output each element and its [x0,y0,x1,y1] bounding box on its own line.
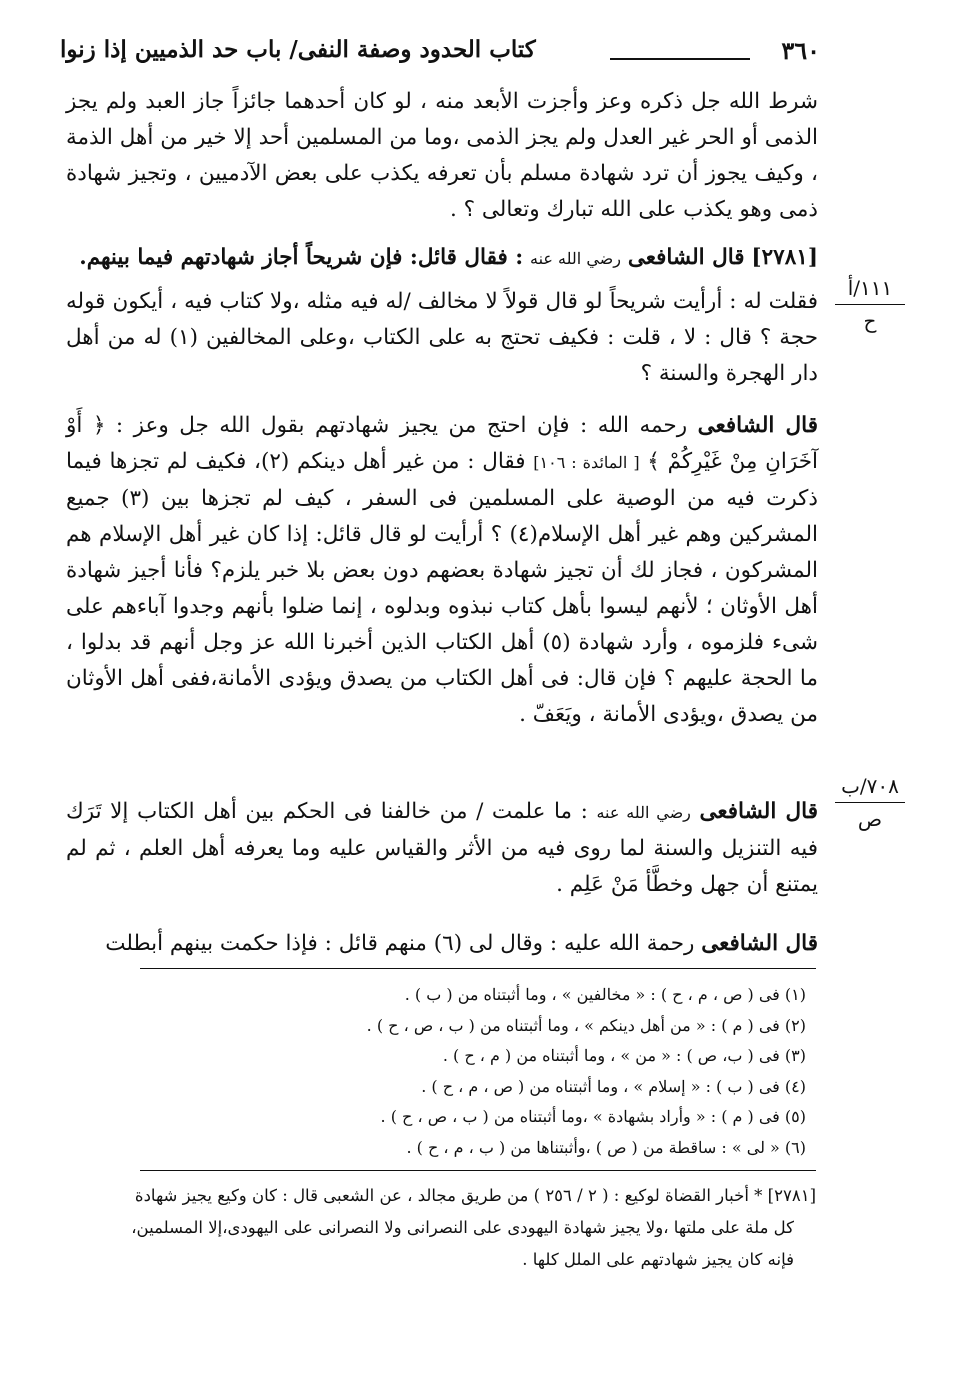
hadith-number: [٢٧٨١] [751,245,818,270]
paragraph-text: رحمه الله : فإن احتج من يجيز شهادتهم بقول الله جل وعز : ﴿ أَوْ آخَرَانِ مِنْ غَيْرِكُمْ ﴾ [66,413,818,474]
source-line: كل ملة على ملتها ،ولا يجيز شهادة اليهودى على النصرانى ولا النصرانى على اليهودى،إلا المسلمين، [131,1218,794,1237]
paragraph [66,240,818,280]
footnote: (٦) « لى » : ساقطة من ( ص ) ،وأثبتناها من ( ب ، م ، ح ) . [406,1137,806,1157]
speaker: قال الشافعى [627,245,745,270]
speaker: قال الشافعى [699,799,818,824]
margin-note [834,774,906,831]
source-note [60,1180,816,1276]
source-line: فإنه كان يجيز شهادتهم على الملل كلها . [522,1250,794,1269]
honorific: رضي الله عنه [596,803,691,822]
source-rule [140,1170,816,1171]
paragraph [66,408,818,774]
source-line: [٢٧٨١] * أخبار القضاة لوكيع : ( ٢ / ٢٥٦ ) من طريق مجالد ، عن الشعبى قال : كان وكيع يجيز شهادة [134,1186,816,1205]
quran-reference: [ المائدة : ١٠٦] [533,453,640,472]
speaker: قال الشافعى [697,413,818,438]
paragraph-text: : ما علمت / من خالفنا فى الحكم بين أهل الكتاب إلا تَرَك فيه التنزيل والسنة لما روى فيه من الأثر والقياس عليه وما يعرفه أهل العلم ، ثم لم يمتنع أن جهل وخطَّأ مَنْ عَلِم . [66,799,818,897]
margin-folio-ref: ٧٠٨/ب [841,774,899,798]
paragraph: فقلت له : أرأيت شريحاً لو قال قولاً لا مخالف /له فيه مثله ،ولا كتاب فيه ، أيكون قوله حجة ؟ قال : لا ، قلت : فكيف تحتج به على الكتاب ،وعلى المخالفين (١) له من أهل دار الهجرة والسنة ؟ [66,289,818,386]
honorific: رضي الله عنه [530,249,621,268]
page-number: ٣٦٠ [781,36,820,65]
footnote: (٣) فى ( ب، ص ) : « من » ، وما أثبتناه من ( م ، ح ) . [442,1046,806,1065]
margin-manuscript: ص [857,807,883,831]
margin-rule [835,802,905,803]
header-rule [610,58,750,60]
footnote: (٥) فى ( م ) : « وأراد بشهادة » ،وما أثبتناه من ( ب ، ص ، ح ) . [380,1107,806,1126]
footnote: (١) فى ( ص ، م ، ح ) : « مخالفين » ، وما أثبتناه من ( ب ) . [404,985,806,1004]
footnote-rule [140,968,816,969]
paragraph-text: فقال : من غير أهل دينكم (٢)، فكيف لم تجزها فيما ذكرت فيه من الوصية على المسلمين فى السفر ، كيف لم تجزها بين (٣) جميع المشركين وهم غير أهل الإسلام(٤) ؟ أرأيت لو قال قائل: إذا كان غير أهل الإسلام هم المشركون ، فجاز لك أن تجيز شهادة بعضهم دون بعض بلا خبر يلزم؟ فأنا أجيز شهادة أهل الأوثان ؛ لأنهم ليسوا بأهل كتاب نبذوه وبدلوه ، إنما ضلوا بأنهم وجدوا آباءهم على شىء فلزموه ، وأرد شهادة (٥) أهل الكتاب الذين أخبرنا الله عز وجل أنهم قد بدلوا ، ما الحجة عليهم ؟ فإن قال: فى أهل الكتاب من يصدق ويؤدى الأمانة،ففى أهل الأوثان من يصدق ،ويؤدى الأمانة ، ويَعَفّ . [66,449,818,727]
paragraph-text: : فقال قائل: فإن شريحاً أجاز شهادتهم فيما بينهم. [79,245,524,270]
running-title: كتاب الحدود وصفة النفى/ باب حد الذميين إذا زنوا [60,36,536,63]
footnotes [140,980,816,1163]
main-text [66,84,818,966]
margin-manuscript: ح [863,309,877,333]
paragraph: شرط الله جل ذكره وعز وأجزت الأبعد منه ، لو كان أحدهما جائزاً جاز العبد ولم يجز الذمى أو الحر غير العدل ولم يجز الذمى ،وما من المسلمين أحد إلا خير من أهل الذمة ، وكيف يجوز أن ترد شهادة مسلم بأن تعرفه يكذب على بعض الآدميين ، وتجيز شهادة ذمى وهو يكذب على الله تبارك وتعالى ؟ . [66,89,818,222]
margin-folio-ref: ١١١/أ [847,276,893,300]
paragraph [66,926,818,966]
paragraph [66,794,818,906]
footnote: (٢) فى ( م ) : « من أهل دينكم » ، وما أثبتناه من ( ب ، ص ، ح ) . [366,1015,806,1035]
speaker: قال الشافعى [701,931,818,956]
page-header [60,30,820,80]
margin-rule [835,304,905,305]
margin-note [834,276,906,333]
paragraph-text: رحمة الله عليه : وقال لى (٦) منهم قائل : فإذا حكمت بينهم أبطلت [105,931,695,956]
footnote: (٤) فى ( ب ) : « إسلام » ، وما أثبتناه من ( ص ، م ، ح ) . [421,1076,806,1096]
